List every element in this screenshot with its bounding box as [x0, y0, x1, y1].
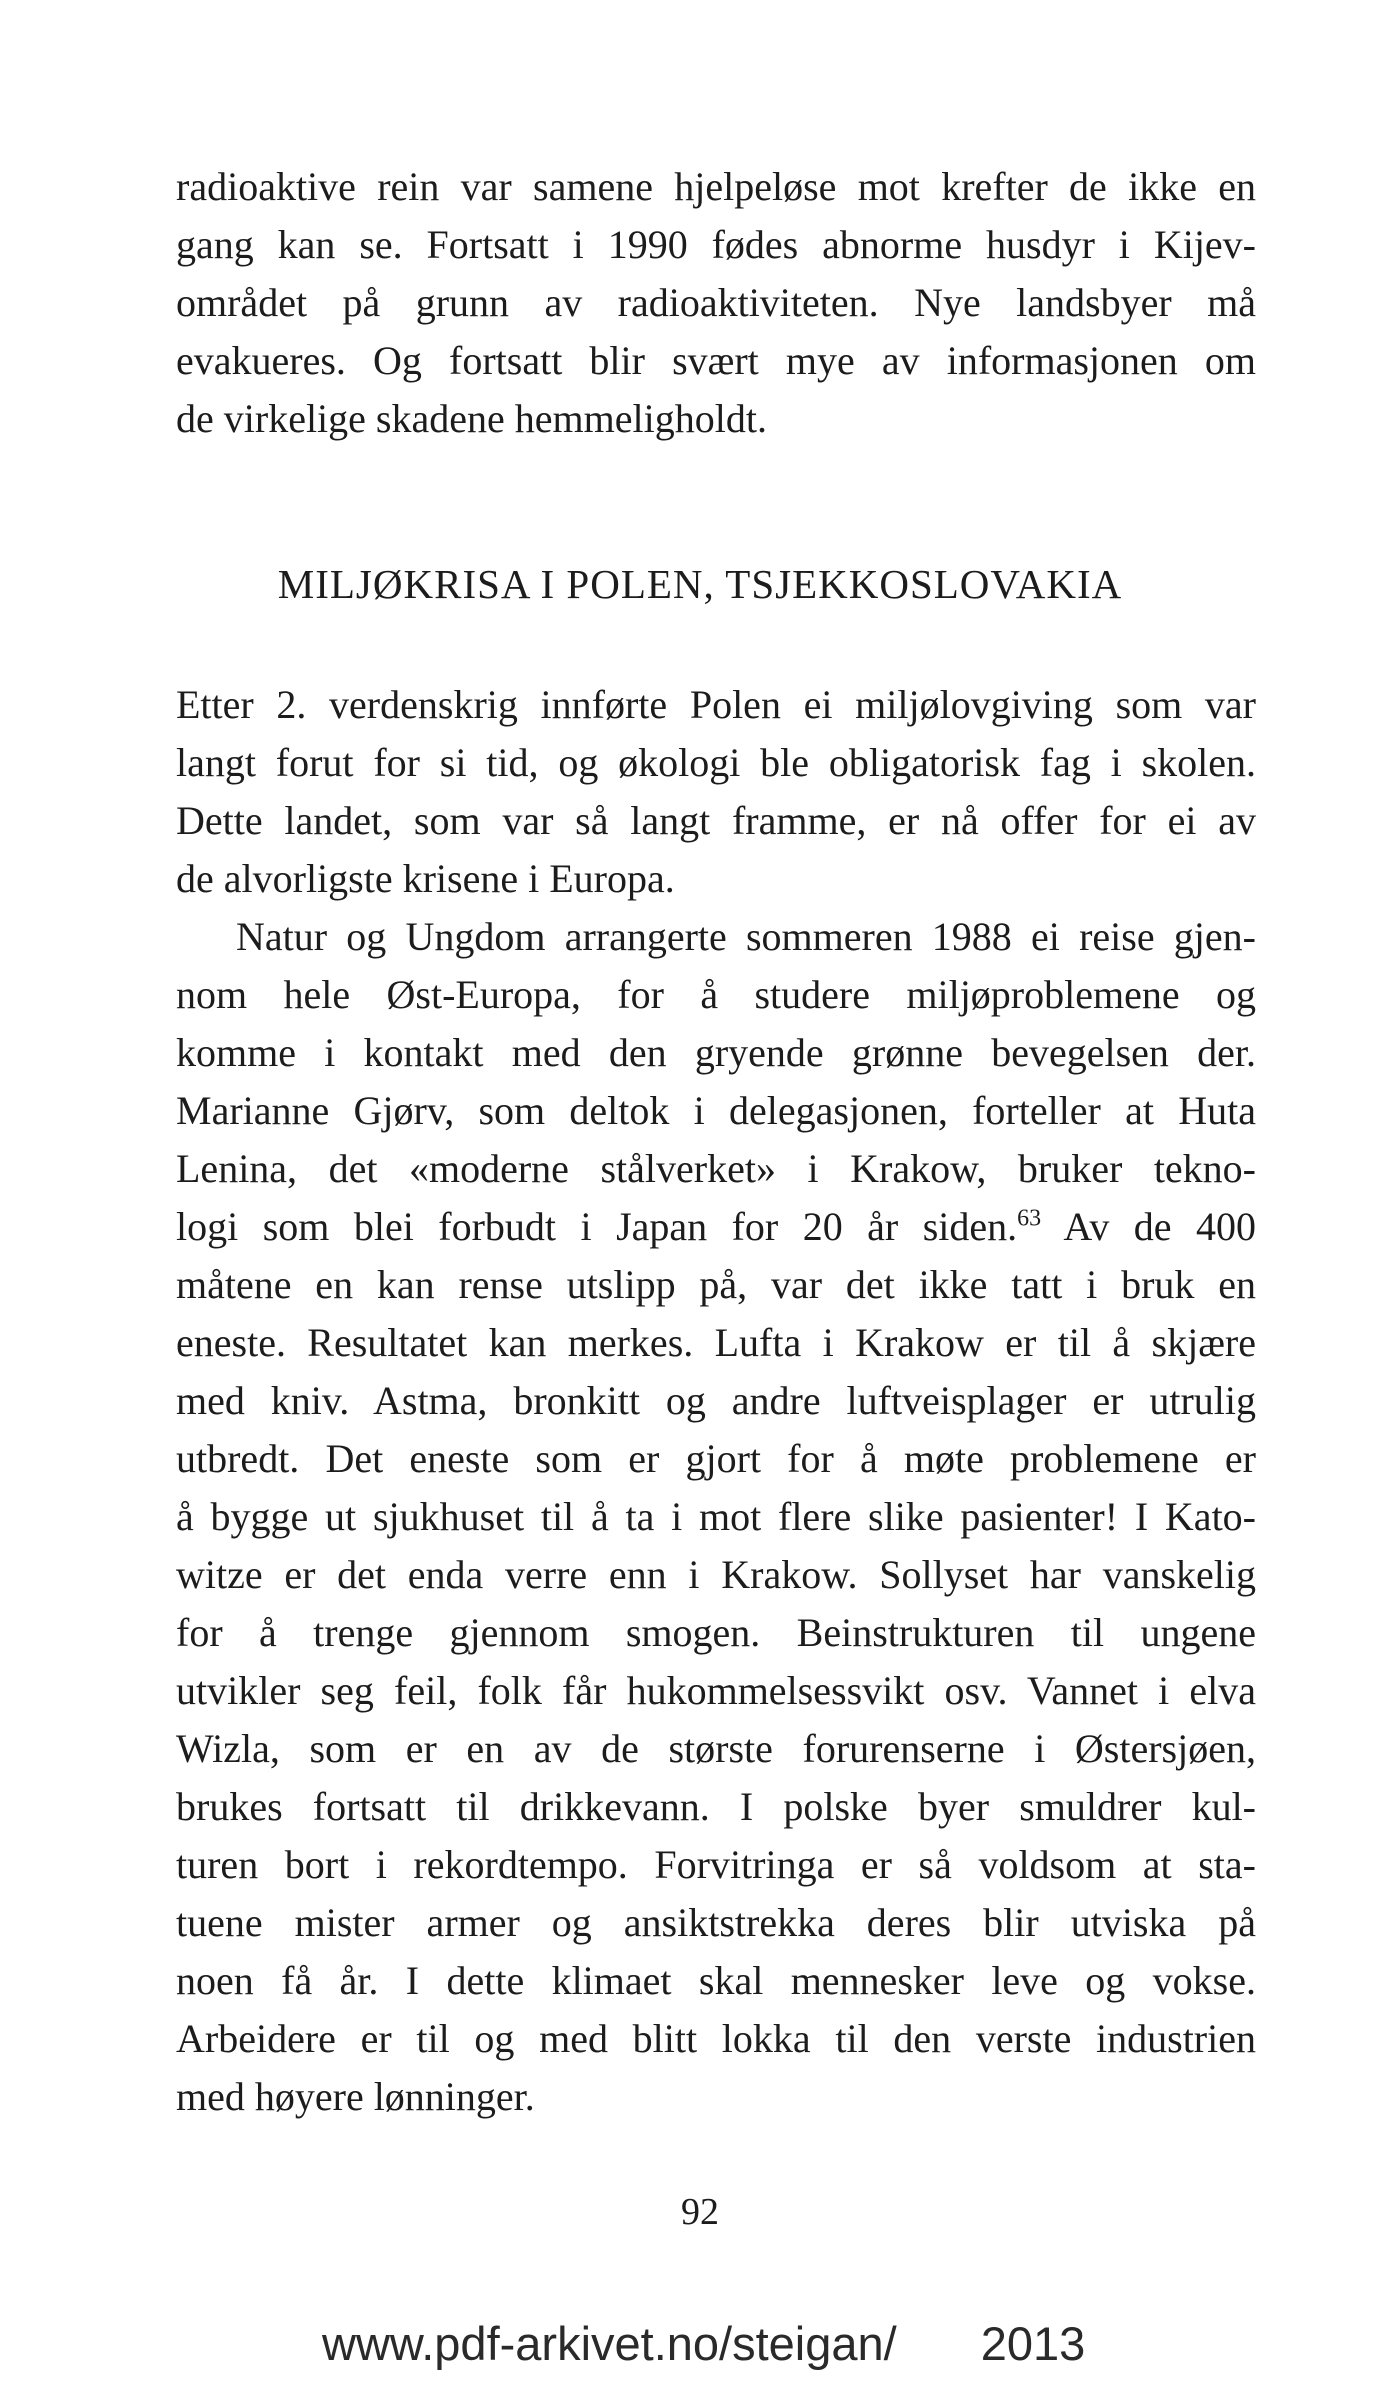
text-line: Lenina, det «moderne stålverket» i Krakow, bruker tekno-	[176, 1146, 1256, 1191]
text-line-with-footnote	[176, 1198, 1256, 1256]
text-line: langt forut for si tid, og økologi ble obligatorisk fag i skolen.	[176, 740, 1256, 785]
paragraph-1	[176, 676, 1256, 908]
text-line: nom hele Øst-Europa, for å studere miljøproblemene og	[176, 972, 1256, 1017]
text-line: med høyere lønninger.	[176, 2074, 535, 2119]
text-line: komme i kontakt med den gryende grønne bevegelsen der.	[176, 1030, 1256, 1075]
footer-url: www.pdf-arkivet.no/steigan/	[322, 2317, 897, 2370]
text-line: måtene en kan rense utslipp på, var det ikke tatt i bruk en	[176, 1262, 1256, 1307]
text-line: med kniv. Astma, bronkitt og andre luftveisplager er utrulig	[176, 1378, 1256, 1423]
text-line: utbredt. Det eneste som er gjort for å møte problemene er	[176, 1436, 1256, 1481]
text-line: noen få år. I dette klimaet skal mennesker leve og vokse.	[176, 1958, 1256, 2003]
intro-paragraph	[176, 158, 1256, 448]
text-line: gang kan se. Fortsatt i 1990 fødes abnorme husdyr i Kijev-	[176, 222, 1256, 267]
footer-year: 2013	[980, 2317, 1086, 2370]
text-line: å bygge ut sjukhuset til å ta i mot flere slike pasienter! I Kato-	[176, 1494, 1256, 1539]
text-segment: Av de 400	[1041, 1204, 1256, 1249]
text-line: evakueres. Og fortsatt blir svært mye av informasjonen om	[176, 338, 1256, 383]
text-line: Dette landet, som var så langt framme, er nå offer for ei av	[176, 798, 1256, 843]
text-line: Natur og Ungdom arrangerte sommeren 1988 ei reise gjen-	[236, 914, 1256, 959]
text-line: Wizla, som er en av de største forurenserne i Østersjøen,	[176, 1726, 1256, 1771]
footnote-reference: 63	[1017, 1205, 1042, 1232]
section-heading: MILJØKRISA I POLEN, TSJEKKOSLOVAKIA	[277, 561, 1123, 607]
text-line: radioaktive rein var samene hjelpeløse mot krefter de ikke en	[176, 164, 1256, 209]
text-line: utvikler seg feil, folk får hukommelsessvikt osv. Vannet i elva	[176, 1668, 1256, 1713]
text-line: de alvorligste krisene i Europa.	[176, 856, 675, 901]
text-line: for å trenge gjennom smogen. Beinstrukturen til ungene	[176, 1610, 1256, 1655]
footer	[322, 2316, 1085, 2371]
text-line: Arbeidere er til og med blitt lokka til den verste industrien	[176, 2016, 1256, 2061]
text-line: Marianne Gjørv, som deltok i delegasjonen, forteller at Huta	[176, 1088, 1256, 1133]
page-number: 92	[681, 2191, 719, 2233]
text-line: brukes fortsatt til drikkevann. I polske byer smuldrer kul-	[176, 1784, 1256, 1829]
text-line: tuene mister armer og ansiktstrekka deres blir utviska på	[176, 1900, 1256, 1945]
text-segment: logi som blei forbudt i Japan for 20 år siden.	[176, 1204, 1018, 1249]
text-line: de virkelige skadene hemmeligholdt.	[176, 396, 767, 441]
text-line: eneste. Resultatet kan merkes. Lufta i Krakow er til å skjære	[176, 1320, 1256, 1365]
paragraph-2	[176, 908, 1256, 2126]
text-line: turen bort i rekordtempo. Forvitringa er så voldsom at sta-	[176, 1842, 1256, 1887]
text-line: området på grunn av radioaktiviteten. Nye landsbyer må	[176, 280, 1256, 325]
text-line: witze er det enda verre enn i Krakow. Sollyset har vanskelig	[176, 1552, 1256, 1597]
text-line: Etter 2. verdenskrig innførte Polen ei miljølovgiving som var	[176, 682, 1256, 727]
